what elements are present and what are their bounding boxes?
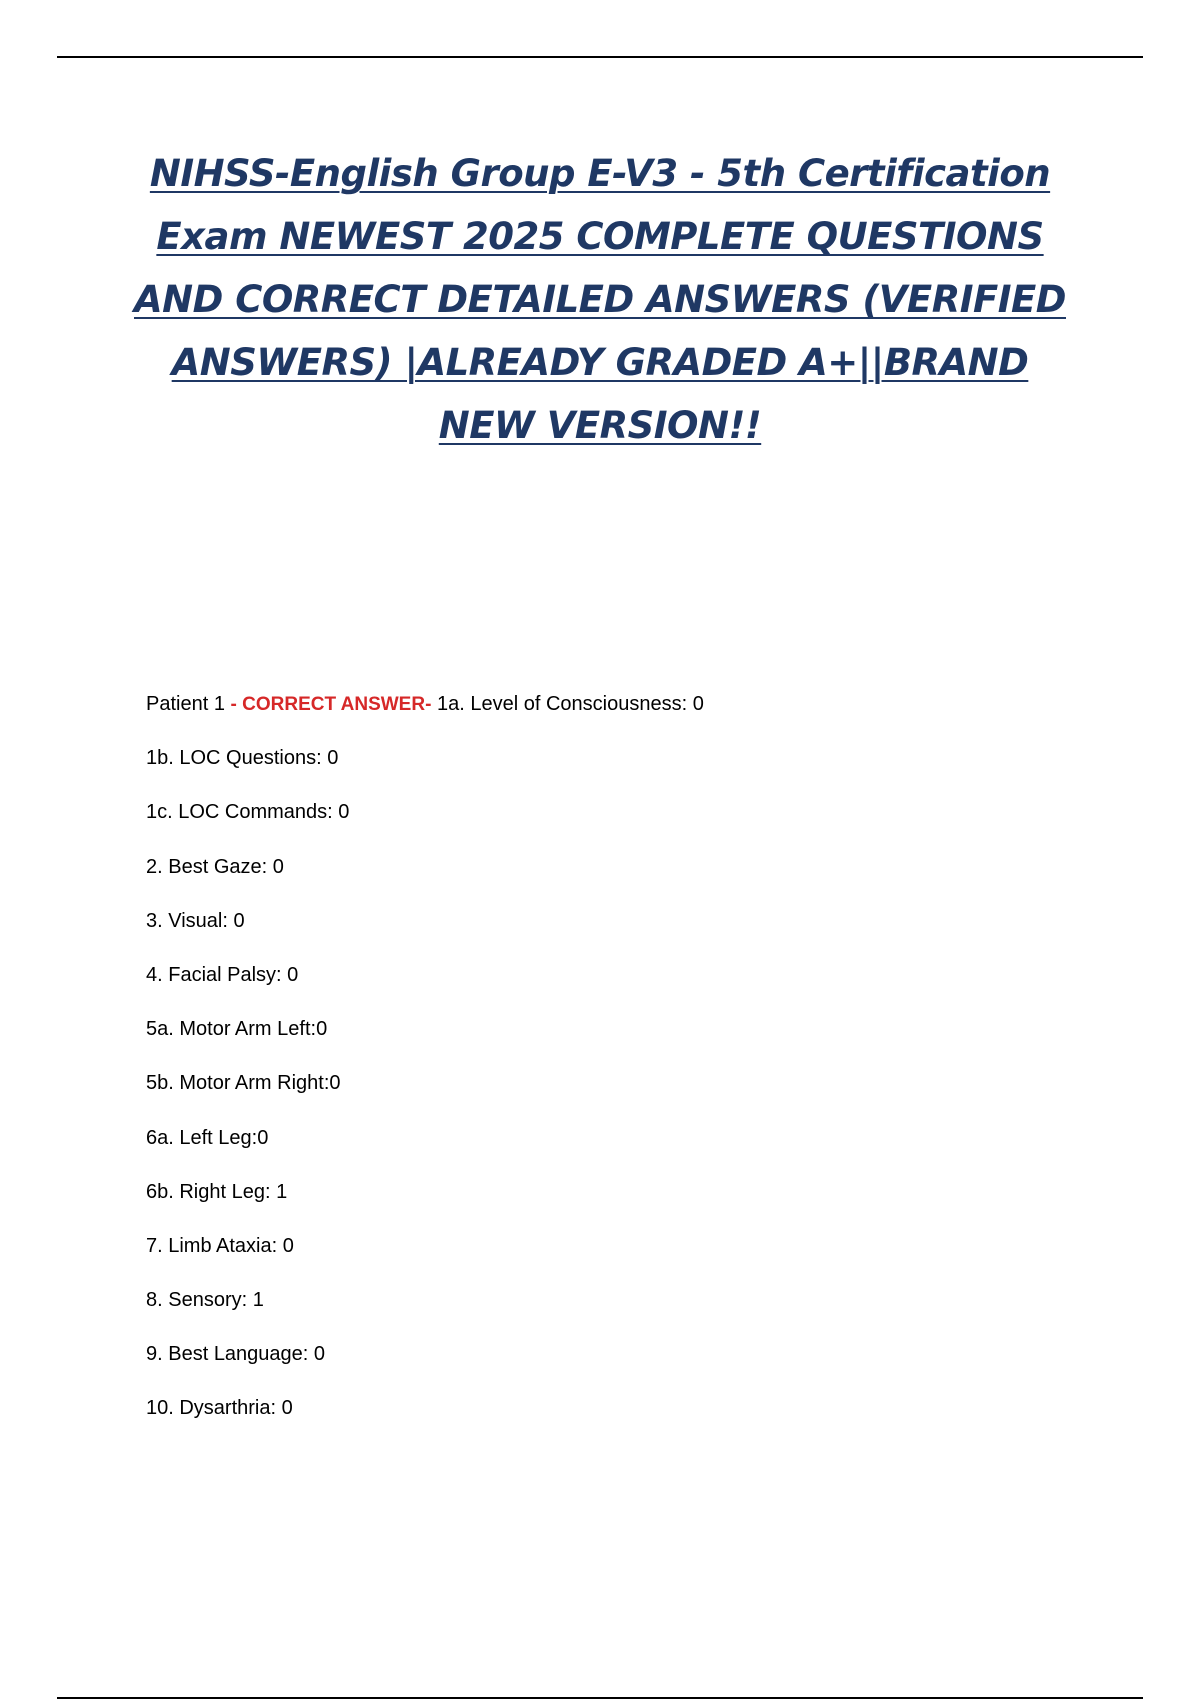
answer-line: 1b. LOC Questions: 0 xyxy=(146,747,339,770)
answer-line: 3. Visual: 0 xyxy=(146,909,245,932)
correct-answer-tag: - CORRECT ANSWER- xyxy=(230,694,432,715)
answer-line: 4. Facial Palsy: 0 xyxy=(146,963,299,986)
first-answer: 1a. Level of Consciousness: 0 xyxy=(436,693,704,715)
answer-line: 5b. Motor Arm Right:0 xyxy=(146,1072,341,1095)
answer-line: 10. Dysarthria: 0 xyxy=(146,1397,293,1420)
answer-line: 5a. Motor Arm Left:0 xyxy=(146,1018,328,1041)
answer-line: 6b. Right Leg: 1 xyxy=(146,1180,288,1203)
question-line xyxy=(146,692,1096,716)
answer-section xyxy=(146,692,1096,1451)
answer-line: 8. Sensory: 1 xyxy=(146,1289,264,1312)
footer-rule xyxy=(57,1697,1143,1699)
answer-line: 6a. Left Leg:0 xyxy=(146,1126,269,1149)
answer-line: 9. Best Language: 0 xyxy=(146,1343,326,1366)
answer-line: 7. Limb Ataxia: 0 xyxy=(146,1234,294,1257)
document-title: NIHSS-English Group E-V3 - 5th Certification Exam NEWEST 2025 COMPLETE QUESTIONS AND CORRECT DETAILED ANSWERS (VERIFIED ANSWERS) |ALREADY GRADED A+||BRAND NEW VERSION!! xyxy=(134,152,1066,447)
answer-line: 2. Best Gaze: 0 xyxy=(146,855,284,878)
question-prompt: Patient 1 xyxy=(146,693,225,715)
answer-line: 1c. LOC Commands: 0 xyxy=(146,801,350,824)
header-rule xyxy=(57,56,1143,58)
